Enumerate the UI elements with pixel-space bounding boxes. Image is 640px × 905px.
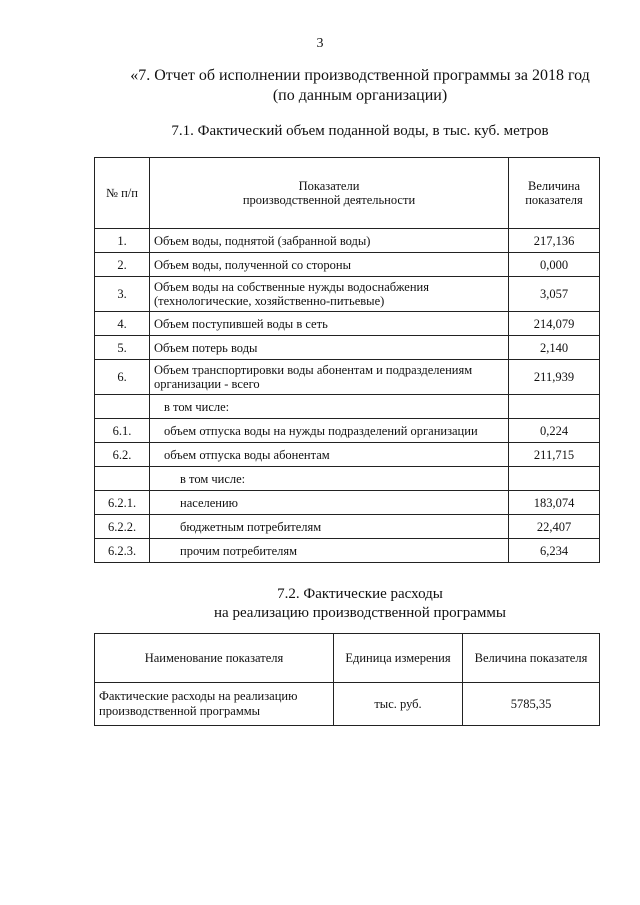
row-value: 5785,35 bbox=[463, 683, 600, 726]
row-name: Объем воды, поднятой (забранной воды) bbox=[150, 229, 509, 253]
row-name: Объем воды на собственные нужды водоснабжения (технологические, хозяйственно-питьевые) bbox=[150, 277, 509, 312]
table1-header-row bbox=[95, 158, 600, 229]
row-name: населению bbox=[150, 491, 509, 515]
table-row bbox=[95, 443, 600, 467]
header-value-line1: Величина bbox=[527, 179, 581, 193]
row-value: 0,000 bbox=[509, 253, 600, 277]
section2-title-line1: 7.2. Фактические расходы bbox=[277, 586, 443, 602]
table-row bbox=[95, 419, 600, 443]
row-value: 0,224 bbox=[509, 419, 600, 443]
row-num: 6.1. bbox=[95, 419, 150, 443]
table-row bbox=[95, 491, 600, 515]
row-value: 22,407 bbox=[509, 515, 600, 539]
row-name: Объем потерь воды bbox=[150, 336, 509, 360]
table-row bbox=[95, 467, 600, 491]
header-num: № п/п bbox=[95, 158, 150, 229]
header-value: Величина показателя bbox=[463, 634, 600, 683]
row-num: 4. bbox=[95, 312, 150, 336]
water-volume-table bbox=[94, 157, 600, 563]
row-num: 6.2.3. bbox=[95, 539, 150, 563]
table-row bbox=[95, 277, 600, 312]
header-value bbox=[509, 158, 600, 229]
row-num: 6.2.2. bbox=[95, 515, 150, 539]
section2-title-line2: на реализацию производственной программы bbox=[214, 605, 506, 621]
row-num bbox=[95, 395, 150, 419]
header-value-line2: показателя bbox=[525, 193, 583, 207]
table-row bbox=[95, 312, 600, 336]
table-row bbox=[95, 253, 600, 277]
row-value: 211,939 bbox=[509, 360, 600, 395]
report-title-line1: «7. Отчет об исполнении производственной программы за 2018 год bbox=[130, 67, 590, 84]
header-indicator-line1: Показатели bbox=[298, 179, 360, 193]
table-row bbox=[95, 515, 600, 539]
table-row bbox=[95, 539, 600, 563]
table-row bbox=[95, 360, 600, 395]
row-name: бюджетным потребителям bbox=[150, 515, 509, 539]
row-name: объем отпуска воды абонентам bbox=[150, 443, 509, 467]
header-indicator bbox=[150, 158, 509, 229]
row-num: 6.2. bbox=[95, 443, 150, 467]
row-value bbox=[509, 395, 600, 419]
row-num: 6.2.1. bbox=[95, 491, 150, 515]
section1-title: 7.1. Фактический объем поданной воды, в тыс. куб. метров bbox=[171, 123, 549, 139]
section2-title bbox=[80, 585, 640, 623]
row-num: 6. bbox=[95, 360, 150, 395]
row-name: Объем поступившей воды в сеть bbox=[150, 312, 509, 336]
table-row bbox=[95, 336, 600, 360]
row-num: 5. bbox=[95, 336, 150, 360]
row-name: Объем воды, полученной со стороны bbox=[150, 253, 509, 277]
row-unit: тыс. руб. bbox=[334, 683, 463, 726]
row-value: 2,140 bbox=[509, 336, 600, 360]
row-value: 6,234 bbox=[509, 539, 600, 563]
row-name: Объем транспортировки воды абонентам и подразделениям организации - всего bbox=[150, 360, 509, 395]
row-num: 3. bbox=[95, 277, 150, 312]
table-row bbox=[95, 683, 600, 726]
row-name: Фактические расходы на реализацию производственной программы bbox=[95, 683, 334, 726]
header-unit: Единица измерения bbox=[334, 634, 463, 683]
row-num bbox=[95, 467, 150, 491]
row-value: 214,079 bbox=[509, 312, 600, 336]
table-row bbox=[95, 229, 600, 253]
row-name: в том числе: bbox=[150, 467, 509, 491]
row-num: 1. bbox=[95, 229, 150, 253]
row-value: 217,136 bbox=[509, 229, 600, 253]
row-value: 211,715 bbox=[509, 443, 600, 467]
row-value bbox=[509, 467, 600, 491]
table-row bbox=[95, 395, 600, 419]
row-value: 183,074 bbox=[509, 491, 600, 515]
page-number: 3 bbox=[316, 36, 324, 51]
table2-header-row bbox=[95, 634, 600, 683]
expenses-table bbox=[94, 633, 600, 726]
header-name: Наименование показателя bbox=[95, 634, 334, 683]
row-num: 2. bbox=[95, 253, 150, 277]
row-name: прочим потребителям bbox=[150, 539, 509, 563]
header-indicator-line2: производственной деятельности bbox=[242, 193, 416, 207]
report-title-line2: (по данным организации) bbox=[272, 87, 448, 104]
report-title bbox=[80, 66, 640, 106]
row-name: объем отпуска воды на нужды подразделений организации bbox=[150, 419, 509, 443]
row-value: 3,057 bbox=[509, 277, 600, 312]
row-name: в том числе: bbox=[150, 395, 509, 419]
